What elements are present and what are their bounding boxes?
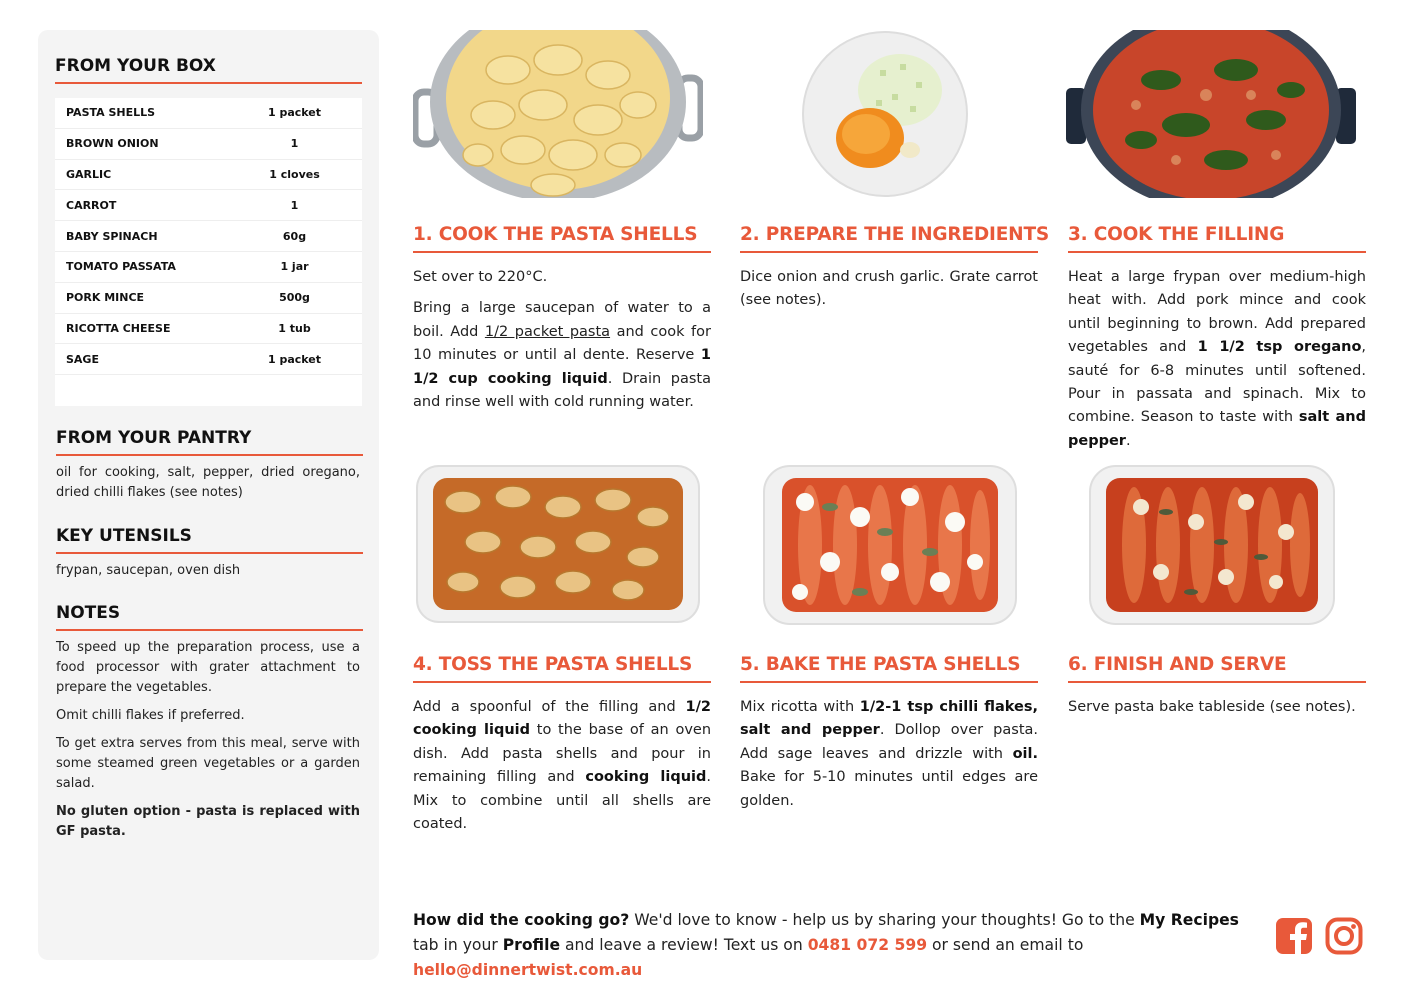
step-1-body [413, 266, 711, 422]
ingredient-name: PORK MINCE [66, 291, 145, 305]
email-link[interactable]: hello@dinnertwist.com.au [413, 961, 643, 979]
ingredient-row [55, 221, 362, 252]
ingredient-name: BABY SPINACH [66, 229, 158, 243]
oregano-amount: 1 1/2 tsp oregano [1197, 339, 1362, 356]
pantry-text: oil for cooking, salt, pepper, dried oregano, dried chilli flakes (see notes) [56, 465, 360, 500]
text-run: We'd love to know - help us by sharing your thoughts! Go to the [629, 911, 1140, 929]
oil: oil. [1012, 745, 1038, 762]
text-run: Heat a large frypan over medium-high heat with. Add pork mince and cook until beginning to brown. Add prepared vegetables and [1068, 269, 1366, 356]
instagram-icon[interactable] [1325, 917, 1363, 955]
ingredient-name: PASTA SHELLS [66, 106, 156, 120]
text-run: Add a spoonful of the filling and [413, 699, 686, 715]
step-6-paragraph-1: Serve pasta bake tableside (see notes). [1068, 699, 1356, 715]
ingredient-name: BROWN ONION [66, 137, 159, 151]
ingredient-row [55, 283, 362, 314]
from-your-pantry-heading: FROM YOUR PANTRY [56, 428, 363, 456]
ingredient-name: CARROT [66, 198, 117, 212]
step-4-title: 4. TOSS THE PASTA SHELLS [413, 654, 711, 683]
tossed-shells-photo [413, 462, 703, 626]
notes-list [56, 638, 360, 850]
ingredient-qty: 1 packet [267, 106, 322, 120]
ricotta-sage-shells-photo [760, 462, 1020, 628]
step-3-title: 3. COOK THE FILLING [1068, 224, 1366, 253]
step-2-paragraph-1: Dice onion and crush garlic. Grate carrot (see notes). [740, 269, 1038, 309]
chilli-seasoning: 1/2-1 tsp chilli flakes, salt and pepper [740, 699, 1038, 739]
ingredient-row [55, 98, 362, 129]
ingredient-qty: 1 [290, 137, 299, 151]
ingredients-table [55, 98, 362, 406]
seasoning: salt and pepper [1068, 409, 1366, 449]
key-utensils-heading: KEY UTENSILS [56, 526, 363, 554]
step-6-body [1068, 696, 1366, 727]
utensils-text: frypan, saucepan, oven dish [56, 563, 241, 578]
step-5-paragraph-1 [740, 696, 1038, 813]
facebook-icon[interactable] [1275, 917, 1313, 955]
text-run: to the base of an oven dish. Add pasta shells and pour in remaining filling and [413, 722, 712, 786]
step-2-title: 2. PREPARE THE INGREDIENTS [740, 224, 1038, 253]
ingredient-row [55, 252, 362, 283]
step-1-paragraph-1: Set over to 220°C. [413, 269, 548, 285]
feedback-question: How did the cooking go? [413, 911, 630, 929]
ingredient-qty: 60g [282, 229, 307, 243]
step-5-body [740, 696, 1038, 821]
text-run: Bake for 5-10 minutes until edges are golden. [740, 769, 1038, 809]
step-6-title: 6. FINISH AND SERVE [1068, 654, 1366, 683]
ingredient-row [55, 160, 362, 191]
finished-pasta-bake-photo [1086, 462, 1338, 628]
ingredient-qty: 1 packet [267, 352, 322, 366]
step-3-body [1068, 266, 1366, 461]
note-item: To speed up the preparation process, use a food processor with grater attachment to prepare the vegetables. [56, 640, 360, 695]
ingredient-row [55, 129, 362, 160]
step-1-paragraph-2 [413, 297, 711, 414]
sidebar [38, 30, 379, 960]
ingredient-qty: 1 jar [280, 260, 309, 274]
step-3-paragraph-1 [1068, 266, 1366, 453]
phone-link[interactable]: 0481 072 599 [807, 936, 928, 954]
cooking-liquid-amount: 1 1/2 cup cooking liquid [413, 347, 711, 387]
profile-link[interactable]: Profile [502, 936, 561, 954]
step-4-paragraph-1 [413, 696, 711, 836]
ingredient-row [55, 314, 362, 345]
step-1-title: 1. COOK THE PASTA SHELLS [413, 224, 711, 253]
text-run: and cook for 10 minutes or until al dente. Reserve [413, 323, 711, 364]
text-run: and leave a review! Text us on [560, 936, 808, 954]
pasta-colander-photo [413, 30, 703, 198]
text-run: tab in your [413, 936, 503, 954]
filling-frypan-photo [1066, 30, 1356, 198]
note-item: To get extra serves from this meal, serve with some steamed green vegetables or a garden salad. [56, 736, 360, 791]
ingredient-qty: 1 [290, 198, 299, 212]
step-5-title: 5. BAKE THE PASTA SHELLS [740, 654, 1038, 683]
gluten-note: No gluten option - pasta is replaced with GF pasta. [56, 804, 360, 839]
ingredient-row [55, 190, 362, 221]
text-run: . Drain pasta and rinse well with cold running water. [413, 370, 711, 411]
ingredient-name: GARLIC [66, 167, 112, 181]
step-2-body [740, 266, 1038, 321]
text-run: or send an email to [927, 936, 1084, 954]
step-4-body [413, 696, 711, 844]
ingredient-row [55, 344, 362, 375]
note-item: Omit chilli flakes if preferred. [56, 708, 245, 723]
text-run: . [1125, 432, 1131, 449]
text-run: Mix ricotta with [740, 699, 860, 715]
from-your-box-heading: FROM YOUR BOX [55, 56, 362, 84]
text-run: , sauté for 6-8 minutes until softened. Pour in passata and spinach. Mix to combine. Season to taste with [1068, 339, 1367, 426]
text-run: . Dollop over pasta. Add sage leaves and drizzle with [740, 722, 1039, 762]
cooking-liquid-amount: 1/2 cooking liquid [413, 699, 711, 739]
ingredient-qty: 1 tub [278, 321, 311, 335]
text-run: Bring a large saucepan of water to a boil. Add [413, 300, 711, 340]
text-run: . Mix to combine until all shells are coated. [413, 769, 712, 833]
pasta-amount: 1/2 packet pasta [484, 323, 611, 340]
my-recipes-link[interactable]: My Recipes [1139, 911, 1239, 929]
prepared-vegetables-photo [800, 30, 970, 198]
ingredient-qty: 1 cloves [269, 167, 320, 181]
ingredient-name: RICOTTA CHEESE [66, 321, 171, 335]
ingredient-qty: 500g [279, 291, 310, 305]
notes-heading: NOTES [56, 603, 363, 631]
cooking-liquid: cooking liquid [585, 769, 707, 786]
ingredient-name: SAGE [66, 352, 99, 366]
feedback-footer [413, 908, 1263, 983]
ingredient-name: TOMATO PASSATA [66, 260, 176, 274]
